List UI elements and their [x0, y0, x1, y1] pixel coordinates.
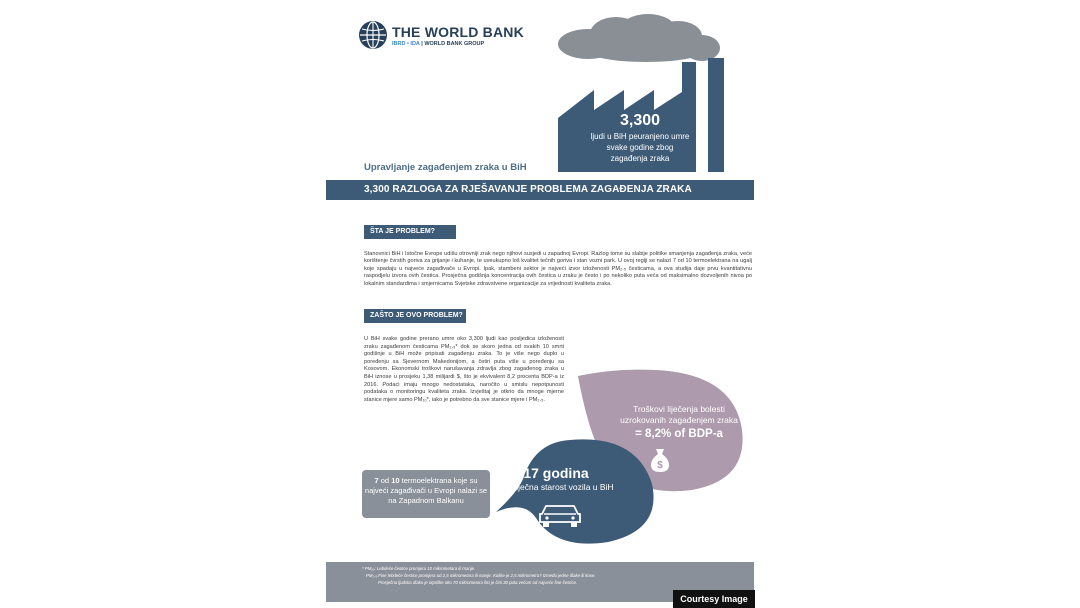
- page-title: 3,300 RAZLOGA ZA RJEŠAVANJE PROBLEMA ZAGAĐENJA ZRAKA: [364, 184, 692, 195]
- logo-subtitle: IBRD • IDA | WORLD BANK GROUP: [392, 41, 485, 47]
- infographic: [326, 0, 754, 608]
- section-heading-problem: ŠTA JE PROBLEM?: [364, 225, 456, 239]
- svg-text:$: $: [657, 460, 663, 471]
- power-plants-box: [362, 470, 490, 518]
- money-bag-icon: [650, 447, 670, 473]
- section-body-problem: Stanovnici BiH i Istočne Evrope udišu otrovniji zrak nego njihovi susjedi u zapadnoj Evropi. Razlog tome su slabije politike smanjenja zagađenja zraka, veće korištenje čvrstih goriva za grijanje i kuhanje, te uveukupno loš kvalitet tečnih goriva i starı vozni park. U ovoj regiji se nalazi 7 od 10 termoelektrana na ugalj koje spadaju u najveće zagađivače u Evropi. Ipak, stambeni sektor je najveći izvor izloženosti PM₂.₅ česticama, a ova studija daje prvu kvantitativnu raspodjelu izvora ovih čestica. Prosječna godišnja koncentracija ovih čestica u zraku je često i po nekoliko puta veća od maksimalno dozvoljenih nivoa po lokalnim standardima i smjernicama Svjetske zdravstvene organizacije za vrijednosti kvaliteta zraka.: [364, 251, 752, 287]
- vehicle-age-text: - prosječna starost vozila u BiH: [496, 482, 614, 492]
- cost-text: Troškovi liječenja bolesti uzrokovanih zagađenjem zraka: [620, 404, 738, 425]
- car-icon: [538, 502, 582, 528]
- power-plants-count: 7: [374, 476, 379, 485]
- power-plants-text: termoelektrana koje su najveći zagađivači u Evropi nalazi se na Zapadnom Balkanu: [364, 476, 488, 505]
- hero-description: ljudi u BiH peuranjeno umre svake godine zbog zagađenja zraka: [590, 132, 690, 163]
- power-plants-of: od: [378, 476, 392, 485]
- footnote-3: Prosječna ljudska dlaka je otprilike oko 70 mikrometara što je čini 30 puta većom od najveće fine čestice.: [378, 580, 578, 585]
- courtesy-label: Courtesy Image: [673, 590, 755, 608]
- logo-name: THE WORLD BANK: [392, 24, 524, 40]
- bubbles-graphic: [496, 360, 754, 560]
- section-heading-why: ZAŠTO JE OVO PROBLEM?: [364, 309, 466, 323]
- title-bar: [326, 180, 754, 200]
- smoke-cloud: [558, 14, 720, 62]
- footnote-2: PM₂.₅:Fine lebdeće čestice promjera od 2,5 mikrometara ili manje. Kolike je 2,5 mikrometra? Između jedne dlake ili kose.: [366, 573, 596, 578]
- world-bank-globe-icon: [358, 20, 388, 50]
- section-body-why: U BiH svake godine prerano umre oko 3,300 ljudi kao posljedica izloženosti zraku zagađenom česticama PM₂.₅* dok se skoro jedna od svakih 10 smrti godišnje u BiH može pripisati zagađenju zraka. To je više nego duplo u poređenju sa Sjevernom Makedonijom, a četiri puta više u poređenju sa Kosovom. Ekonomski troškovi narušavanja zdravlja zbog zagađenog zraka u BiH iznose u prosjeku 1,38 milijardi $, što je ekvivalent 8,2 procenta BDP-a iz 2016. Podaci imaju mnogo nedostataka, naročito u smislu nepotpunosti podataka o monitoringu kvaliteta zraka. Izvještaj je otkrio da mnoge mjerne stanice mjere samo PM₁₀*, iako je potrebno da sve stanice mjere i PM₂.₅.: [364, 336, 564, 403]
- vehicle-age-number: 17 godina: [523, 465, 589, 481]
- page-subtitle: Upravljanje zagađenjem zraka u BiH: [364, 162, 527, 173]
- hero-number: 3,300: [619, 112, 661, 129]
- logo-sub-ibrd: IBRD • IDA: [392, 41, 420, 47]
- footnote-1: * PM₁₀: Lebdeće čestice promjera 10 mikrometara ili manje.: [362, 566, 476, 571]
- logo-sub-group: WORLD BANK GROUP: [424, 41, 485, 47]
- power-plants-total: 10: [391, 476, 400, 485]
- cost-value: = 8,2% of BDP-a: [635, 428, 723, 440]
